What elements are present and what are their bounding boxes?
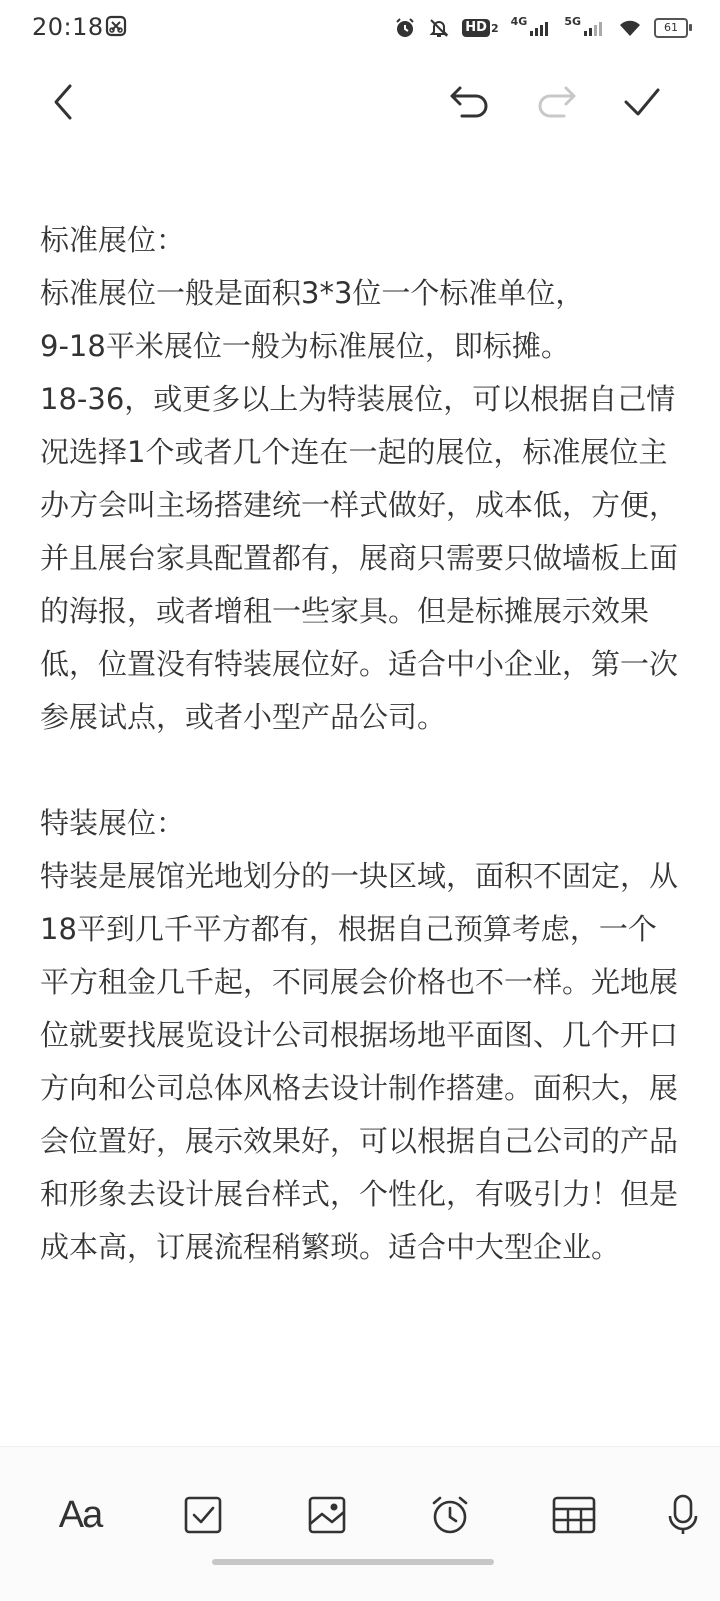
section2-title: 特装展位： (40, 806, 186, 840)
image-icon (308, 1496, 346, 1534)
undo-icon (448, 82, 492, 122)
format-toolbar (0, 1446, 720, 1601)
alarm-clock-icon (429, 1494, 471, 1536)
battery-icon (654, 18, 688, 38)
mute-icon (428, 17, 450, 39)
section1-body: 18-36，或更多以上为特装展位，可以根据自己情况选择1个或者几个连在一起的展位，标准展位主办方会叫主场搭建统一样式做好，成本低，方便，并且展台家具配置都有，展商只需要只做墙板上面的海报，或者增租一些家具。但是标摊展示效果低，位置没有特装展位好。适合中小企业，第一次参展试点，或者小型产品公司。 (40, 382, 679, 734)
redo-icon (534, 82, 578, 122)
section2-body: 特装是展馆光地划分的一块区域，面积不固定，从18平到几千平方都有，根据自己预算考虑，一个平方租金几千起，不同展会价格也不一样。光地展位就要找展览设计公司根据场地平面图、几个开口方向和公司总体风格去设计制作搭建。面积大，展会位置好，展示效果好，可以根据自己公司的产品和形象去设计展台样式，个性化，有吸引力！但是成本高，订展流程稍繁琐。适合中大型企业。 (40, 859, 679, 1264)
voice-input-button[interactable] (668, 1485, 720, 1545)
insert-image-button[interactable] (297, 1485, 357, 1545)
status-bar (0, 0, 720, 56)
save-check-button[interactable] (616, 76, 668, 128)
hd-label: HD (462, 19, 490, 37)
back-icon (50, 82, 78, 122)
insert-table-button[interactable] (544, 1485, 604, 1545)
paragraph-gap (40, 744, 680, 797)
wifi-icon (618, 18, 642, 38)
signal-4g-icon (510, 15, 553, 36)
editor-toolbar (0, 70, 720, 134)
net2-label: 5G (564, 15, 581, 28)
back-button[interactable] (38, 76, 90, 128)
checklist-button[interactable] (173, 1485, 233, 1545)
microphone-icon (668, 1494, 698, 1536)
signal-5g-icon (564, 15, 606, 36)
battery-level: 61 (664, 21, 678, 34)
section1-line2: 9-18平米展位一般为标准展位，即标摊。 (40, 329, 570, 363)
alarm-icon (394, 17, 416, 39)
note-body[interactable] (40, 214, 680, 1274)
reminder-button[interactable] (420, 1485, 480, 1545)
checkbox-icon (184, 1496, 222, 1534)
hd-sub: 2 (490, 21, 499, 35)
check-icon (620, 82, 664, 122)
text-format-button[interactable] (50, 1485, 110, 1545)
hd-icon (462, 19, 498, 37)
section1-title: 标准展位： (40, 223, 186, 257)
status-icons (394, 14, 688, 42)
home-indicator[interactable] (212, 1559, 494, 1565)
net1-label: 4G (510, 15, 528, 28)
status-time: 20:18 (32, 13, 104, 41)
screenshot-icon (105, 15, 127, 41)
section1-line1: 标准展位一般是面积3*3位一个标准单位， (40, 276, 585, 310)
text-format-icon: Aa (58, 1493, 102, 1536)
redo-button[interactable] (530, 76, 582, 128)
undo-button[interactable] (444, 76, 496, 128)
table-icon (552, 1496, 596, 1534)
